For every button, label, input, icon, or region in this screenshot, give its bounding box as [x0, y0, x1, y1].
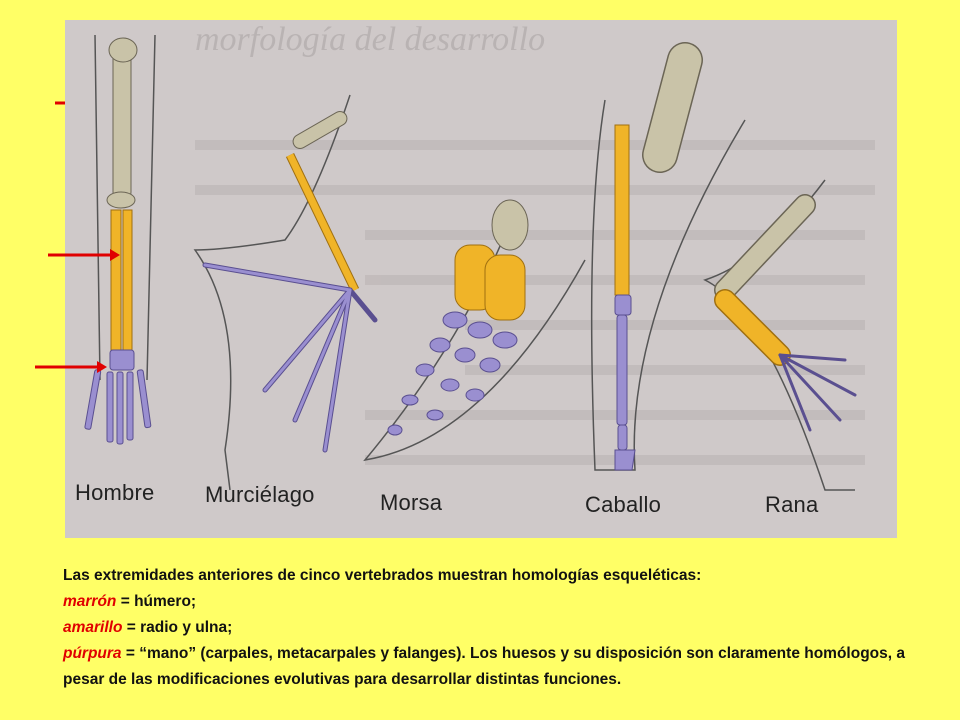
caption-purpura: púrpura = “mano” (carpales, metacarpales y falanges). Los huesos y su disposición son claramente homólogos, a pesar de las modificaciones evolutivas para desarrollar distintas funciones. [63, 645, 905, 688]
horse-limb [592, 60, 745, 470]
figure-illustration [65, 20, 897, 538]
key-amarillo: amarillo [63, 619, 123, 636]
label-hombre: Hombre [75, 480, 155, 505]
label-morsa: Morsa [380, 490, 443, 515]
caption-intro: Las extremidades anteriores de cinco vertebrados muestran homologías esqueléticas: [63, 567, 702, 584]
background-text: morfología del desarrollo [195, 21, 546, 58]
human-limb [85, 35, 155, 444]
arrow-radius-ulna [48, 248, 120, 262]
caption-amarillo: amarillo = radio y ulna; [63, 619, 233, 636]
arrow-hand [35, 360, 107, 374]
bat-limb [195, 95, 375, 490]
label-caballo: Caballo [585, 492, 662, 517]
key-marron: marrón [63, 593, 117, 610]
frog-limb [705, 180, 855, 490]
label-murcielago: Murciélago [205, 482, 315, 507]
key-purpura: púrpura [63, 645, 122, 662]
label-rana: Rana [765, 492, 819, 517]
caption-marron: marrón = húmero; [63, 593, 197, 610]
forelimb-homology-figure [65, 20, 897, 538]
figure-caption [63, 563, 913, 693]
